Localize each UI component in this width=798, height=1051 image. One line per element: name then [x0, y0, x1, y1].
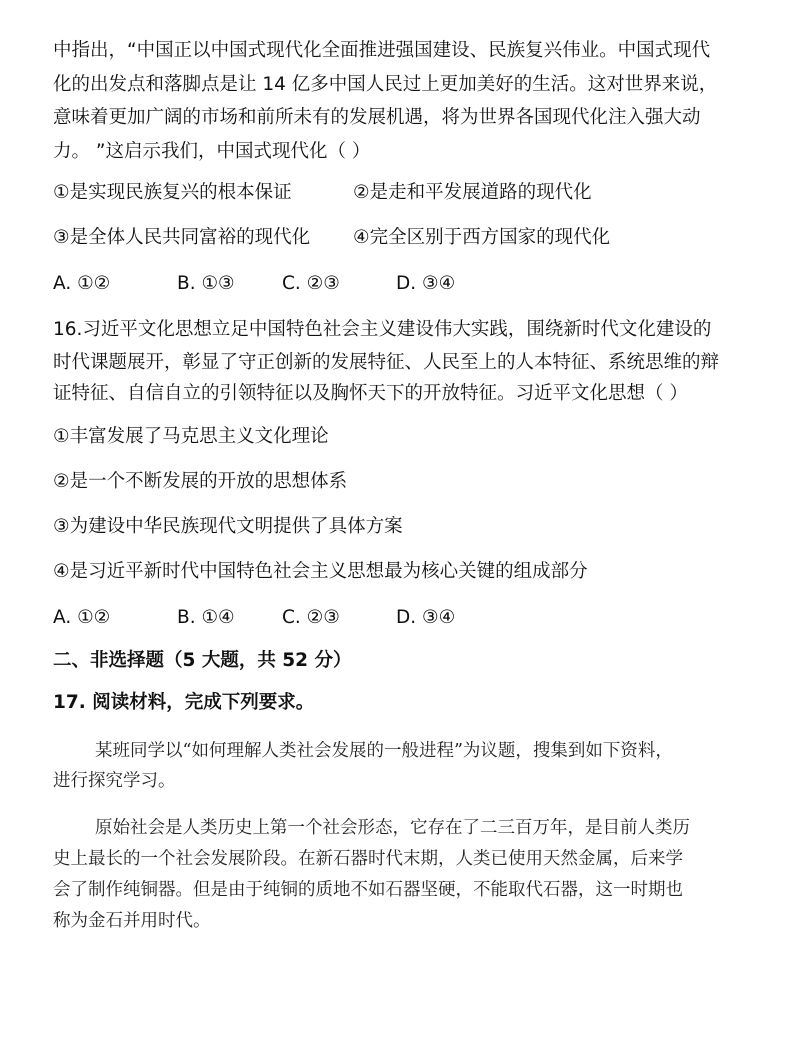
q16-text-line-3: 证特征、自信自立的引领特征以及胸怀天下的开放特征。习近平文化思想（ ）	[53, 383, 688, 404]
q17-material-line-1: 原始社会是人类历史上第一个社会形态，它存在了二三百万年，是目前人类历	[95, 818, 690, 838]
q17-heading: 17. 阅读材料，完成下列要求。	[53, 692, 315, 713]
q15-choice-d: D. ③④	[396, 273, 456, 294]
q16-option-4: ④是习近平新时代中国特色社会主义思想最为核心关键的组成部分	[53, 561, 588, 582]
q16-option-2: ②是一个不断发展的开放的思想体系	[53, 471, 348, 492]
q15-option-4: ④完全区别于西方国家的现代化	[353, 227, 611, 248]
q15-choice-c: C. ②③	[282, 273, 340, 294]
section-heading: 二、非选择题（5 大题，共 52 分）	[53, 650, 352, 671]
q16-choice-d: D. ③④	[396, 607, 456, 628]
q16-text-line-2: 时代课题展开，彰显了守正创新的发展特征、人民至上的人本特征、系统思维的辩	[53, 352, 720, 373]
q17-intro-line-1: 某班同学以“如何理解人类社会发展的一般进程”为议题，搜集到如下资料，	[95, 741, 673, 761]
q16-choice-b: B. ①④	[177, 607, 235, 628]
q17-material-line-3: 会了制作纯铜器。但是由于纯铜的质地不如石器坚硬，不能取代石器，这一时期也	[53, 880, 683, 900]
q15-text-line-4: 力。 ”这启示我们，中国式现代化（ ）	[53, 141, 371, 162]
q15-choice-b: B. ①③	[177, 273, 235, 294]
q16-choice-c: C. ②③	[282, 607, 340, 628]
q15-text-line-3: 意味着更加广阔的市场和前所未有的发展机遇，将为世界各国现代化注入强大动	[53, 107, 701, 128]
q15-option-1: ①是实现民族复兴的根本保证	[53, 182, 292, 203]
q17-material-line-4: 称为金石并用时代。	[53, 911, 211, 931]
q17-intro-line-2: 进行探究学习。	[53, 771, 176, 791]
q16-choice-a: A. ①②	[53, 607, 111, 628]
q15-text-line-2: 化的出发点和落脚点是让 14 亿多中国人民过上更加美好的生活。这对世界来说，	[53, 74, 718, 95]
q15-text-line-1: 中指出，“中国正以中国式现代化全面推进强国建设、民族复兴伟业。中国式现代	[53, 40, 711, 61]
q15-option-2: ②是走和平发展道路的现代化	[353, 182, 592, 203]
q15-choice-a: A. ①②	[53, 273, 111, 294]
q16-option-1: ①丰富发展了马克思主义文化理论	[53, 426, 329, 447]
q16-option-3: ③为建设中华民族现代文明提供了具体方案	[53, 516, 403, 537]
q16-text-line-1: 16.习近平文化思想立足中国特色社会主义建设伟大实践，围绕新时代文化建设的	[53, 319, 712, 340]
q17-material-line-2: 史上最长的一个社会发展阶段。在新石器时代末期，人类已使用天然金属，后来学	[53, 849, 683, 869]
q15-option-3: ③是全体人民共同富裕的现代化	[53, 227, 311, 248]
